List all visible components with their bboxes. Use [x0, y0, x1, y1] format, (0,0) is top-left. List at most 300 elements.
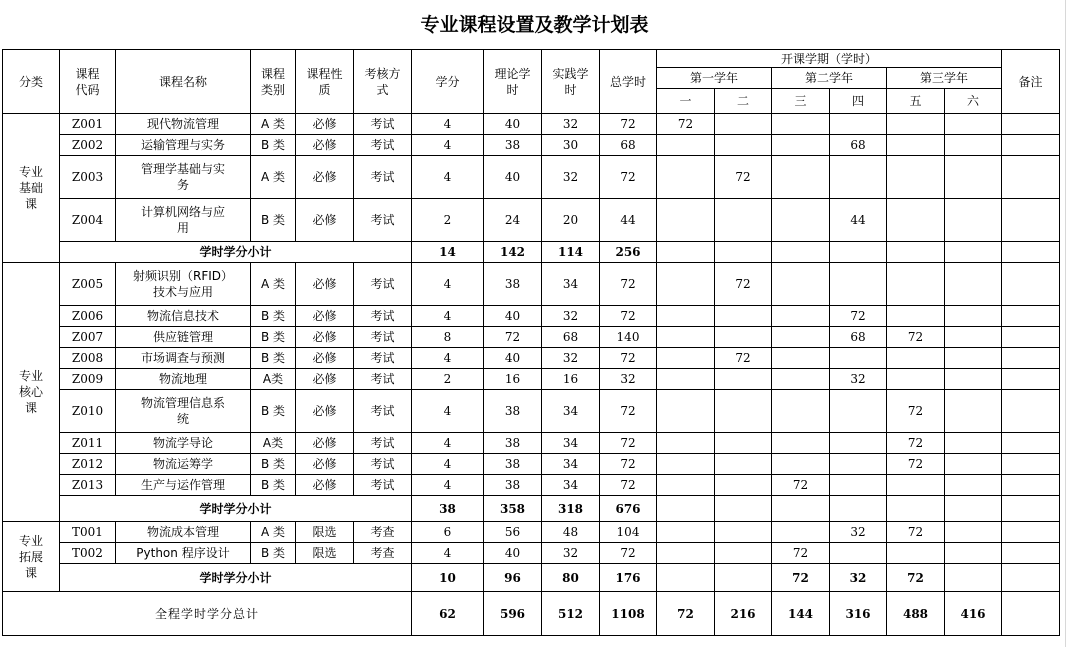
- subtotal-label: 学时学分小计: [60, 496, 412, 522]
- course-code: Z003: [60, 156, 116, 199]
- subtotal-theory: 358: [484, 496, 542, 522]
- course-exam: 考试: [354, 263, 412, 306]
- semester-6-hours: [945, 306, 1002, 327]
- course-code: Z010: [60, 390, 116, 433]
- course-practice: 32: [542, 543, 600, 564]
- course-code: Z005: [60, 263, 116, 306]
- table-row: [3, 522, 1060, 543]
- course-name-text: 物流学导论: [152, 436, 213, 450]
- course-type: A 类: [251, 114, 296, 135]
- course-total: 32: [600, 369, 657, 390]
- course-exam: 考查: [354, 522, 412, 543]
- course-credit: 4: [412, 433, 484, 454]
- semester-5-hours: [887, 263, 945, 306]
- semester-4-hours: 72: [830, 306, 887, 327]
- course-name-text: 供应链管理: [152, 330, 213, 344]
- course-total: 72: [600, 114, 657, 135]
- course-credit: 6: [412, 522, 484, 543]
- course-nature: 必修: [296, 263, 354, 306]
- semester-2-hours: 72: [715, 156, 772, 199]
- semester-5-hours: 72: [887, 522, 945, 543]
- subtotal-label: 学时学分小计: [60, 564, 412, 592]
- header-category: 分类: [3, 50, 60, 114]
- semester-6-hours: [945, 199, 1002, 242]
- header-semester-1: 一: [657, 89, 715, 114]
- course-practice: 32: [542, 156, 600, 199]
- course-nature: 必修: [296, 306, 354, 327]
- course-name-text: 物流成本管理: [146, 525, 219, 539]
- course-exam: 考试: [354, 390, 412, 433]
- table-row: [3, 327, 1060, 348]
- course-nature: 必修: [296, 433, 354, 454]
- grand-total-theory: 596: [484, 592, 542, 636]
- header-type: [251, 50, 296, 114]
- semester-1-hours: [657, 263, 715, 306]
- semester-5-hours: 72: [887, 327, 945, 348]
- course-nature: 必修: [296, 369, 354, 390]
- semester-6-hours: [945, 522, 1002, 543]
- course-nature: 限选: [296, 543, 354, 564]
- multiline-text: 课程 代码: [75, 66, 100, 97]
- subtotal-semester-3: [772, 242, 830, 263]
- semester-3-hours: [772, 369, 830, 390]
- course-total: 68: [600, 135, 657, 156]
- subtotal-semester-6: [945, 242, 1002, 263]
- course-total: 72: [600, 263, 657, 306]
- semester-1-hours: [657, 390, 715, 433]
- course-type: B 类: [251, 135, 296, 156]
- grand-total-semester-2: 216: [715, 592, 772, 636]
- course-theory: 38: [484, 433, 542, 454]
- course-name: [116, 327, 251, 348]
- semester-1-hours: [657, 522, 715, 543]
- subtotal-semester-2: [715, 242, 772, 263]
- course-credit: 4: [412, 543, 484, 564]
- subtotal-semester-1: [657, 496, 715, 522]
- course-theory: 38: [484, 454, 542, 475]
- multiline-text: 课程性 质: [306, 66, 343, 97]
- semester-5-hours: [887, 156, 945, 199]
- course-nature: 必修: [296, 156, 354, 199]
- course-theory: 16: [484, 369, 542, 390]
- grand-total-semester-3: 144: [772, 592, 830, 636]
- remark-cell: [1002, 390, 1060, 433]
- course-practice: 34: [542, 263, 600, 306]
- remark-cell: [1002, 475, 1060, 496]
- semester-2-hours: [715, 475, 772, 496]
- semester-3-hours: [772, 199, 830, 242]
- semester-2-hours: 72: [715, 263, 772, 306]
- course-practice: 34: [542, 433, 600, 454]
- semester-4-hours: [830, 454, 887, 475]
- course-name-text: 物流地理: [158, 372, 207, 386]
- course-theory: 56: [484, 522, 542, 543]
- semester-3-hours: [772, 454, 830, 475]
- course-theory: 40: [484, 543, 542, 564]
- semester-5-hours: [887, 475, 945, 496]
- semester-5-hours: [887, 348, 945, 369]
- course-credit: 4: [412, 390, 484, 433]
- grand-total-semester-5: 488: [887, 592, 945, 636]
- semester-6-hours: [945, 156, 1002, 199]
- semester-6-hours: [945, 348, 1002, 369]
- course-type: A 类: [251, 156, 296, 199]
- course-practice: 68: [542, 327, 600, 348]
- course-name: [116, 135, 251, 156]
- course-nature: 必修: [296, 475, 354, 496]
- remark-cell: [1002, 135, 1060, 156]
- semester-5-hours: 72: [887, 390, 945, 433]
- semester-4-hours: 44: [830, 199, 887, 242]
- grand-total-semester-1: 72: [657, 592, 715, 636]
- course-theory: 38: [484, 263, 542, 306]
- course-total: 72: [600, 475, 657, 496]
- header-total: 总学时: [600, 50, 657, 114]
- course-code: Z011: [60, 433, 116, 454]
- course-nature: 必修: [296, 327, 354, 348]
- semester-1-hours: 72: [657, 114, 715, 135]
- semester-3-hours: 72: [772, 543, 830, 564]
- course-total: 72: [600, 454, 657, 475]
- course-practice: 34: [542, 454, 600, 475]
- semester-6-hours: [945, 454, 1002, 475]
- course-exam: 考试: [354, 156, 412, 199]
- table-row: [3, 263, 1060, 306]
- semester-1-hours: [657, 454, 715, 475]
- course-total: 44: [600, 199, 657, 242]
- semester-1-hours: [657, 348, 715, 369]
- semester-6-hours: [945, 475, 1002, 496]
- semester-3-hours: [772, 433, 830, 454]
- course-code: Z006: [60, 306, 116, 327]
- grand-total-row: [3, 592, 1060, 636]
- semester-4-hours: [830, 156, 887, 199]
- course-credit: 4: [412, 135, 484, 156]
- course-exam: 考查: [354, 543, 412, 564]
- course-code: Z013: [60, 475, 116, 496]
- course-type: A 类: [251, 263, 296, 306]
- course-credit: 4: [412, 348, 484, 369]
- remark-cell: [1002, 114, 1060, 135]
- semester-4-hours: [830, 390, 887, 433]
- course-name: [116, 156, 251, 199]
- table-row: [3, 114, 1060, 135]
- course-theory: 38: [484, 390, 542, 433]
- semester-3-hours: [772, 114, 830, 135]
- subtotal-total: 176: [600, 564, 657, 592]
- semester-6-hours: [945, 114, 1002, 135]
- subtotal-total: 256: [600, 242, 657, 263]
- header-remark: 备注: [1002, 50, 1060, 114]
- category-cell: [3, 522, 60, 592]
- semester-2-hours: [715, 306, 772, 327]
- semester-4-hours: 32: [830, 522, 887, 543]
- course-practice: 16: [542, 369, 600, 390]
- semester-4-hours: [830, 263, 887, 306]
- semester-2-hours: [715, 433, 772, 454]
- semester-3-hours: [772, 522, 830, 543]
- header-name: 课程名称: [116, 50, 251, 114]
- subtotal-total: 676: [600, 496, 657, 522]
- multiline-text: 考核方 式: [364, 66, 401, 97]
- table-row: [3, 369, 1060, 390]
- table-row: [3, 475, 1060, 496]
- page-title: 专业课程设置及教学计划表: [420, 14, 649, 36]
- course-code: T001: [60, 522, 116, 543]
- semester-4-hours: 68: [830, 135, 887, 156]
- course-nature: 必修: [296, 199, 354, 242]
- multiline-text: 实践学 时: [552, 66, 589, 97]
- course-credit: 4: [412, 156, 484, 199]
- course-theory: 38: [484, 475, 542, 496]
- subtotal-semester-4: 32: [830, 564, 887, 592]
- course-name-text: 现代物流管理: [146, 117, 219, 131]
- course-exam: 考试: [354, 433, 412, 454]
- course-theory: 40: [484, 114, 542, 135]
- course-total: 140: [600, 327, 657, 348]
- remark-cell: [1002, 306, 1060, 327]
- course-name: [116, 114, 251, 135]
- course-credit: 4: [412, 306, 484, 327]
- subtotal-semester-5: [887, 242, 945, 263]
- header-code: [60, 50, 116, 114]
- semester-5-hours: [887, 543, 945, 564]
- semester-2-hours: [715, 327, 772, 348]
- course-code: Z001: [60, 114, 116, 135]
- course-exam: 考试: [354, 306, 412, 327]
- subtotal-credit: 14: [412, 242, 484, 263]
- course-exam: 考试: [354, 114, 412, 135]
- course-type: B 类: [251, 543, 296, 564]
- course-name: [116, 390, 251, 433]
- semester-6-hours: [945, 543, 1002, 564]
- semester-6-hours: [945, 135, 1002, 156]
- remark-cell: [1002, 522, 1060, 543]
- course-name-text: 射频识别（RFID） 技术与应用: [132, 269, 234, 299]
- course-name: [116, 522, 251, 543]
- course-name: [116, 475, 251, 496]
- category-cell: [3, 114, 60, 263]
- course-type: A类: [251, 369, 296, 390]
- remark-cell: [1002, 543, 1060, 564]
- remark-cell: [1002, 454, 1060, 475]
- course-code: Z008: [60, 348, 116, 369]
- header-semester-6: 六: [945, 89, 1002, 114]
- course-credit: 2: [412, 369, 484, 390]
- course-total: 72: [600, 156, 657, 199]
- subtotal-row: [3, 564, 1060, 592]
- semester-2-hours: [715, 522, 772, 543]
- grand-total-practice: 512: [542, 592, 600, 636]
- course-exam: 考试: [354, 475, 412, 496]
- remark-cell: [1002, 263, 1060, 306]
- subtotal-semester-6: [945, 564, 1002, 592]
- header-semester-group: 开课学期（学时）: [657, 50, 1002, 68]
- remark-cell: [1002, 369, 1060, 390]
- semester-1-hours: [657, 199, 715, 242]
- semester-4-hours: [830, 475, 887, 496]
- remark-cell: [1002, 327, 1060, 348]
- table-row: [3, 156, 1060, 199]
- table-row: [3, 199, 1060, 242]
- subtotal-semester-1: [657, 564, 715, 592]
- semester-4-hours: [830, 433, 887, 454]
- semester-3-hours: [772, 348, 830, 369]
- remark-cell: [1002, 156, 1060, 199]
- course-theory: 72: [484, 327, 542, 348]
- header-nature: [296, 50, 354, 114]
- subtotal-semester-4: [830, 242, 887, 263]
- grand-total-credit: 62: [412, 592, 484, 636]
- subtotal-semester-3: [772, 496, 830, 522]
- subtotal-semester-5: 72: [887, 564, 945, 592]
- course-name: [116, 433, 251, 454]
- category-cell: [3, 263, 60, 522]
- course-name: [116, 348, 251, 369]
- semester-4-hours: [830, 348, 887, 369]
- semester-5-hours: [887, 135, 945, 156]
- grand-total-total: 1108: [600, 592, 657, 636]
- semester-6-hours: [945, 369, 1002, 390]
- course-name: [116, 454, 251, 475]
- course-type: B 类: [251, 390, 296, 433]
- semester-1-hours: [657, 475, 715, 496]
- subtotal-row: [3, 496, 1060, 522]
- semester-3-hours: [772, 135, 830, 156]
- subtotal-credit: 10: [412, 564, 484, 592]
- course-practice: 30: [542, 135, 600, 156]
- course-total: 72: [600, 306, 657, 327]
- course-type: A类: [251, 433, 296, 454]
- header-theory: [484, 50, 542, 114]
- course-credit: 4: [412, 475, 484, 496]
- course-exam: 考试: [354, 369, 412, 390]
- remark-cell: [1002, 433, 1060, 454]
- course-type: B 类: [251, 454, 296, 475]
- course-name: [116, 263, 251, 306]
- table-row: [3, 390, 1060, 433]
- semester-5-hours: [887, 369, 945, 390]
- course-code: Z009: [60, 369, 116, 390]
- course-nature: 必修: [296, 135, 354, 156]
- grand-total-semester-6: 416: [945, 592, 1002, 636]
- semester-5-hours: 72: [887, 454, 945, 475]
- subtotal-practice: 318: [542, 496, 600, 522]
- semester-4-hours: [830, 114, 887, 135]
- semester-1-hours: [657, 369, 715, 390]
- remark-cell: [1002, 496, 1060, 522]
- course-theory: 40: [484, 348, 542, 369]
- course-nature: 必修: [296, 348, 354, 369]
- subtotal-theory: 96: [484, 564, 542, 592]
- semester-2-hours: [715, 369, 772, 390]
- semester-3-hours: [772, 156, 830, 199]
- semester-1-hours: [657, 156, 715, 199]
- course-exam: 考试: [354, 135, 412, 156]
- course-code: Z007: [60, 327, 116, 348]
- course-credit: 8: [412, 327, 484, 348]
- semester-3-hours: 72: [772, 475, 830, 496]
- semester-5-hours: [887, 114, 945, 135]
- course-credit: 2: [412, 199, 484, 242]
- table-row: [3, 306, 1060, 327]
- category-label: 专业 核心 课: [18, 369, 43, 415]
- course-exam: 考试: [354, 348, 412, 369]
- semester-1-hours: [657, 306, 715, 327]
- header-year-2: 第二学年: [772, 68, 887, 89]
- course-theory: 24: [484, 199, 542, 242]
- course-theory: 40: [484, 156, 542, 199]
- course-name: [116, 369, 251, 390]
- course-practice: 32: [542, 114, 600, 135]
- semester-1-hours: [657, 433, 715, 454]
- semester-5-hours: [887, 199, 945, 242]
- subtotal-semester-2: [715, 564, 772, 592]
- table-body: [3, 50, 1060, 636]
- subtotal-semester-4: [830, 496, 887, 522]
- course-credit: 4: [412, 114, 484, 135]
- header-credit: 学分: [412, 50, 484, 114]
- course-name-text: 生产与运作管理: [140, 478, 225, 492]
- course-name-text: 运输管理与实务: [140, 138, 225, 152]
- semester-1-hours: [657, 135, 715, 156]
- course-total: 72: [600, 390, 657, 433]
- semester-5-hours: [887, 306, 945, 327]
- header-semester-5: 五: [887, 89, 945, 114]
- course-theory: 40: [484, 306, 542, 327]
- course-practice: 32: [542, 348, 600, 369]
- semester-1-hours: [657, 327, 715, 348]
- multiline-text: 理论学 时: [494, 66, 531, 97]
- subtotal-semester-1: [657, 242, 715, 263]
- subtotal-theory: 142: [484, 242, 542, 263]
- semester-4-hours: 68: [830, 327, 887, 348]
- grand-total-label: 全程学时学分总计: [3, 592, 412, 636]
- semester-2-hours: [715, 454, 772, 475]
- course-name-text: 市场调查与预测: [140, 351, 225, 365]
- course-name-text: Python 程序设计: [136, 546, 230, 560]
- semester-2-hours: 72: [715, 348, 772, 369]
- course-type: B 类: [251, 306, 296, 327]
- course-type: B 类: [251, 475, 296, 496]
- course-practice: 34: [542, 390, 600, 433]
- semester-2-hours: [715, 135, 772, 156]
- subtotal-label: 学时学分小计: [60, 242, 412, 263]
- table-row: [3, 433, 1060, 454]
- course-name-text: 管理学基础与实 务: [140, 162, 225, 192]
- course-credit: 4: [412, 263, 484, 306]
- subtotal-semester-6: [945, 496, 1002, 522]
- course-code: T002: [60, 543, 116, 564]
- course-name: [116, 199, 251, 242]
- category-label: 专业 基础 课: [18, 165, 43, 211]
- course-nature: 必修: [296, 454, 354, 475]
- header-year-1: 第一学年: [657, 68, 772, 89]
- course-nature: 限选: [296, 522, 354, 543]
- course-code: Z002: [60, 135, 116, 156]
- subtotal-practice: 80: [542, 564, 600, 592]
- course-name: [116, 306, 251, 327]
- table-row: [3, 348, 1060, 369]
- course-theory: 38: [484, 135, 542, 156]
- course-nature: 必修: [296, 390, 354, 433]
- course-code: Z012: [60, 454, 116, 475]
- course-code: Z004: [60, 199, 116, 242]
- course-type: B 类: [251, 327, 296, 348]
- course-name: [116, 543, 251, 564]
- course-total: 104: [600, 522, 657, 543]
- course-exam: 考试: [354, 327, 412, 348]
